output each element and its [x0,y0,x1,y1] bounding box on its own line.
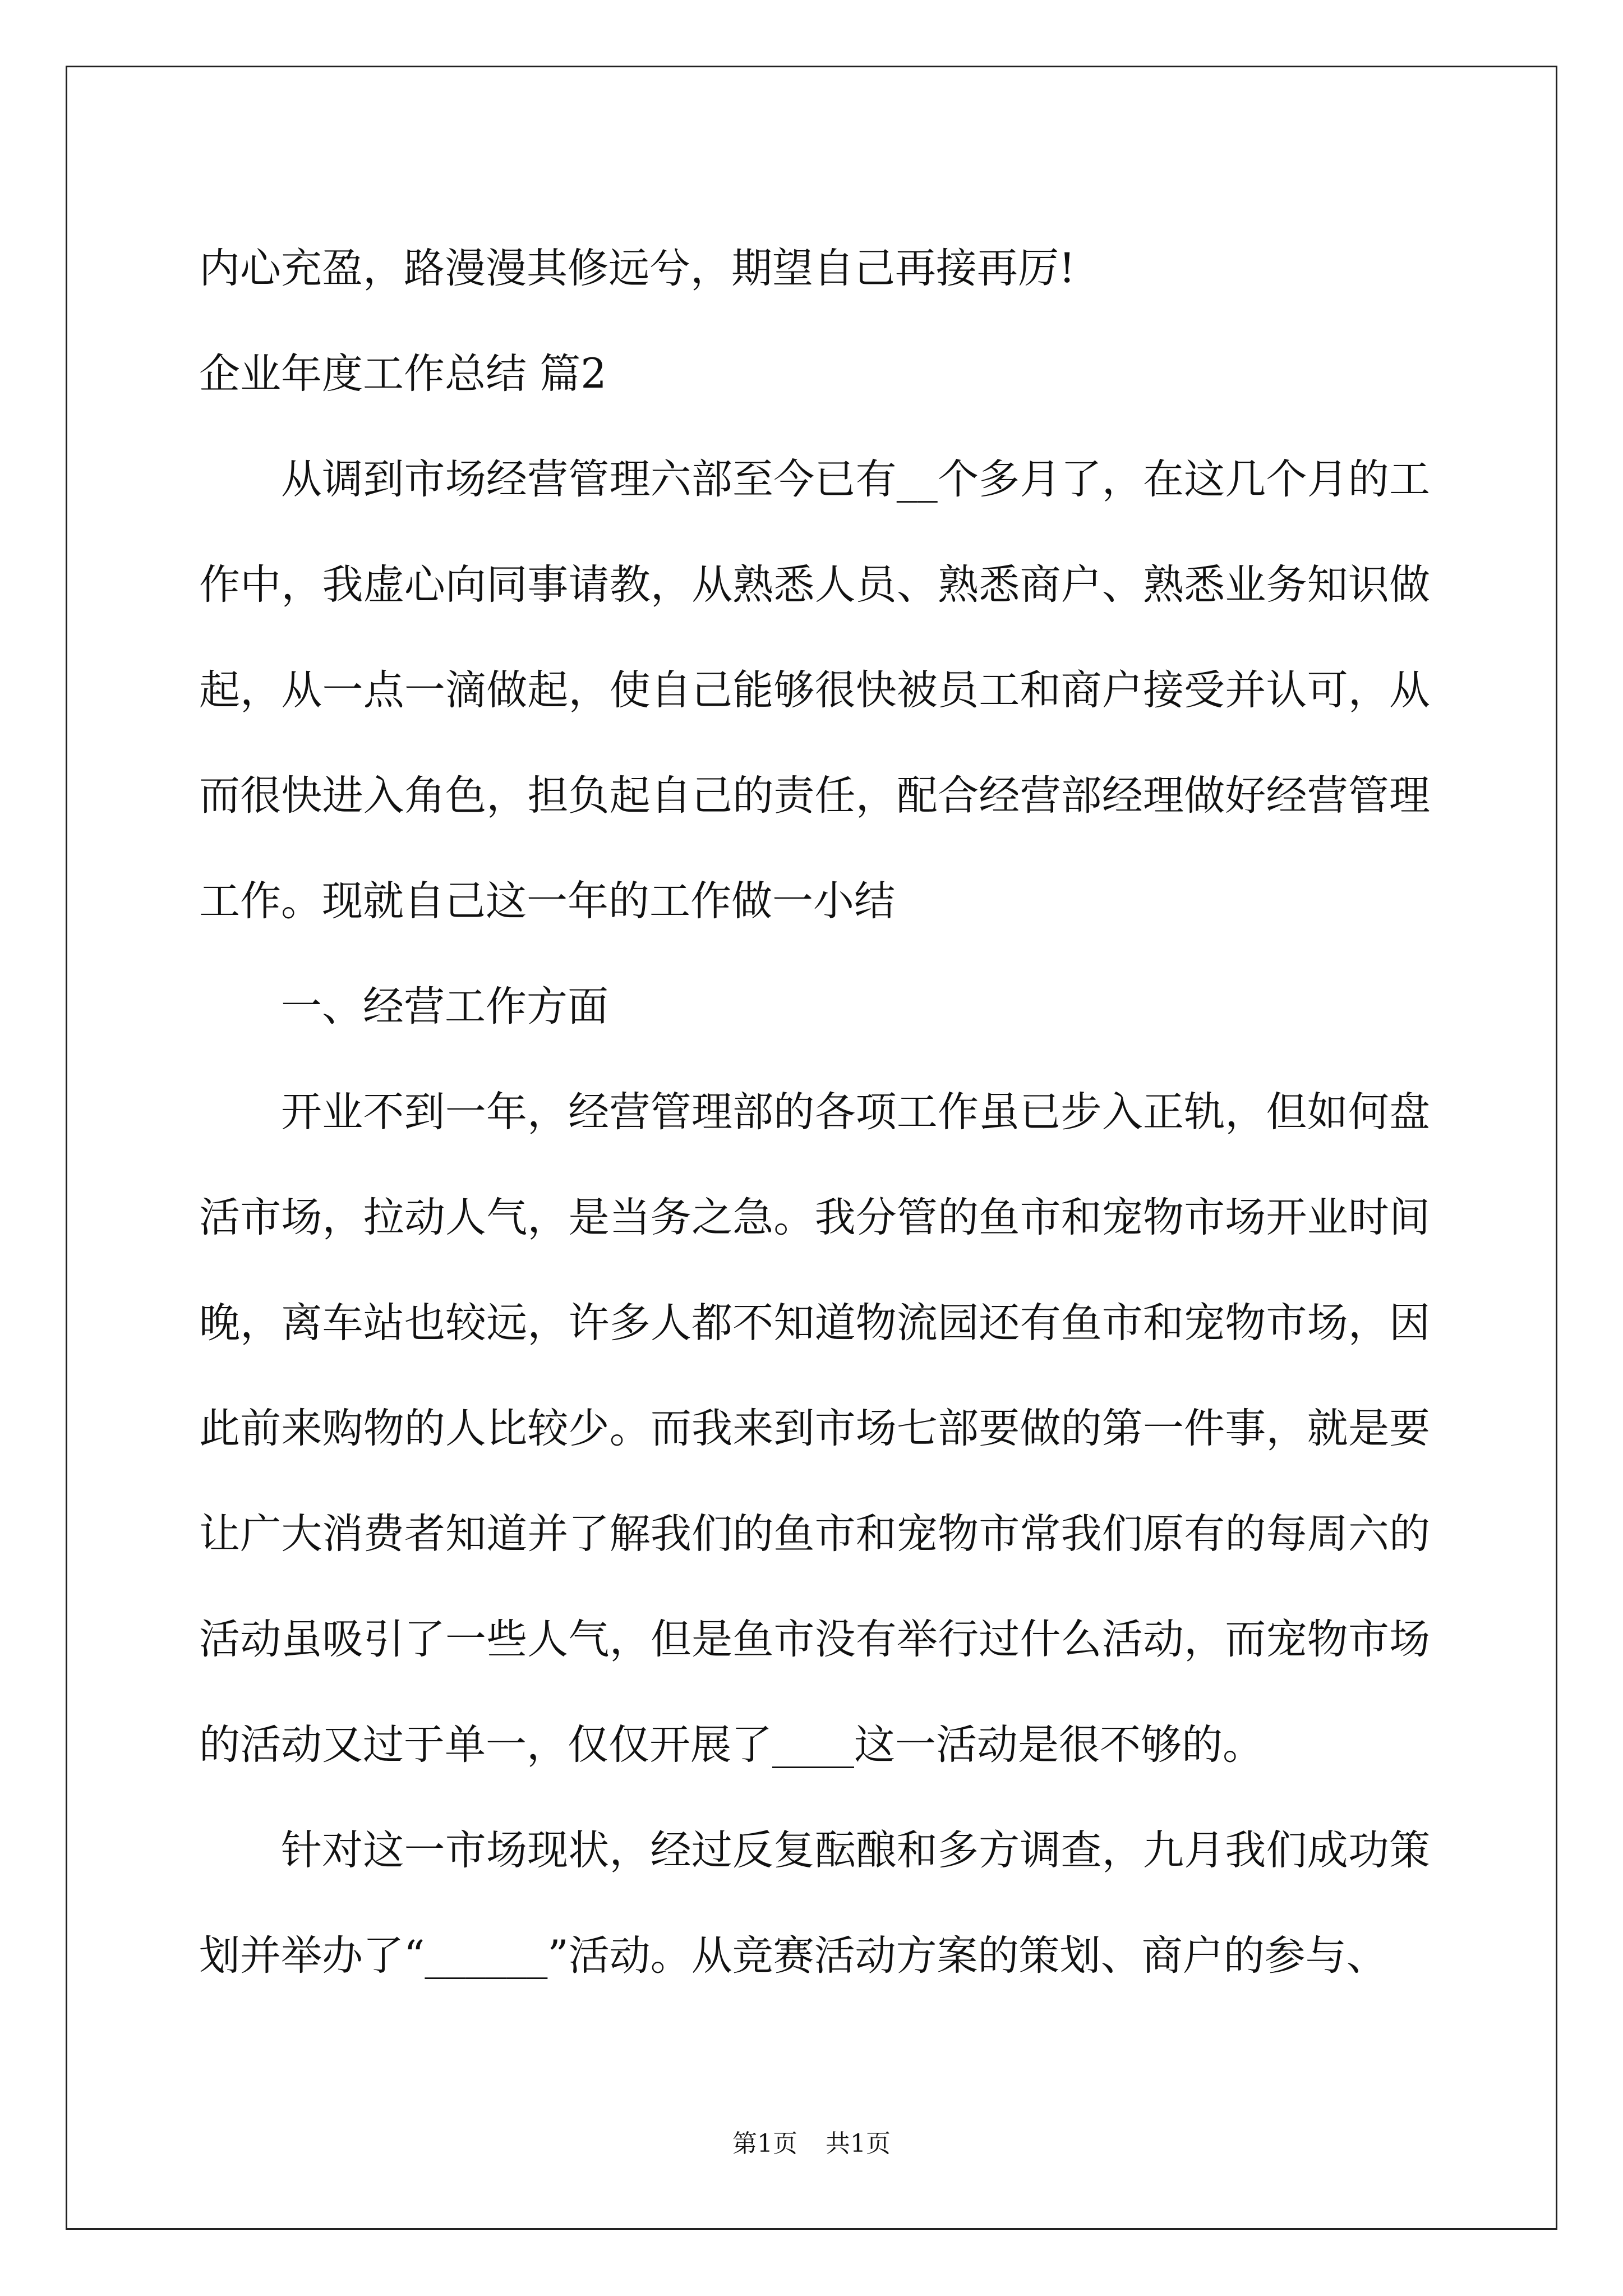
page-footer [0,2123,1623,2159]
page-total: 共1页 [826,2129,891,2158]
paragraph-activity: 针对这一市场现状，经过反复酝酿和多方调查，九月我们成功策划并举办了“______”活动。从竞赛活动方案的策划、商户的参与、 [199,1826,1430,1980]
closing-line: 内心充盈，路漫漫其修远兮，期望自己再接再厉! [199,245,1076,292]
document-body [199,216,1430,2009]
paragraph-business: 开业不到一年，经营管理部的各项工作虽已步入正轨，但如何盘活市场，拉动人气，是当务之急。我分管的鱼市和宠物市场开业时间晚，离车站也较远，许多人都不知道物流园还有鱼市和宠物市场，因此前来购物的人比较少。而我来到市场七部要做的第一件事，就是要让广大消费者知道并了解我们的鱼市和宠物市常我们原有的每周六的活动虽吸引了一些人气，但是鱼市没有举行过什么活动，而宠物市场的活动又过于单一，仅仅开展了____这一活动是很不够的。 [199,1088,1430,1769]
paragraph-intro: 从调到市场经营管理六部至今已有__个多月了，在这几个月的工作中，我虚心向同事请教，从熟悉人员、熟悉商户、熟悉业务知识做起，从一点一滴做起，使自己能够很快被员工和商户接受并认可，从而很快进入角色，担负起自己的责任，配合经营部经理做好经营管理工作。现就自己这一年的工作做一小结 [199,455,1430,925]
section-heading: 一、经营工作方面 [281,983,608,1030]
page-number: 第1页 [732,2129,797,2158]
section-title: 企业年度工作总结 篇2 [199,350,607,398]
